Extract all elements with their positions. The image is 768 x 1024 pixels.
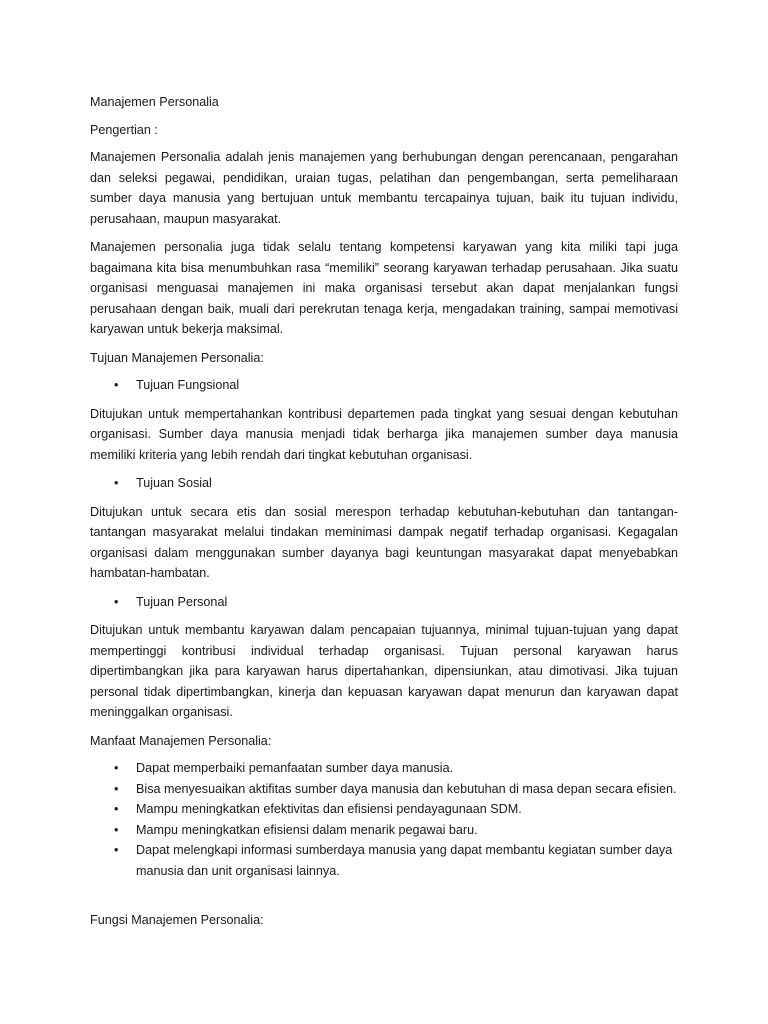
manfaat-heading: Manfaat Manajemen Personalia: [90, 733, 272, 748]
tujuan-fungsional-text: Ditujukan untuk mempertahankan kontribusi departemen pada tingkat yang sesuai dengan kebutuhan organisasi. Sumber daya manusia menjadi tidak berharga jika manajemen sumber daya manusia memiliki kriteria yang lebih rendah dari tingkat kebutuhan organisasi. [90, 406, 678, 462]
list-item [90, 592, 678, 613]
manfaat-item-text: Dapat melengkapi informasi sumberdaya manusia yang dapat membantu kegiatan sumber daya manusia dan unit organisasi lainnya. [136, 843, 673, 878]
manfaat-list [90, 758, 678, 881]
tujuan-personal-bullet [90, 592, 678, 613]
list-item [90, 758, 678, 779]
document-title: Manajemen Personalia [90, 95, 219, 109]
bullet-icon: • [114, 843, 119, 857]
manfaat-item-text: Mampu meningkatkan efektivitas dan efisiensi pendayagunaan SDM. [136, 802, 522, 816]
bullet-icon: • [114, 781, 119, 796]
tujuan-personal-label: Tujuan Personal [136, 594, 228, 609]
bullet-icon: • [114, 761, 119, 775]
bullet-icon: • [114, 594, 119, 609]
bullet-icon: • [114, 378, 119, 392]
pengertian-heading: Pengertian : [90, 122, 158, 137]
tujuan-sosial-text: Ditujukan untuk secara etis dan sosial merespon terhadap kebutuhan-kebutuhan dan tantangan-tantangan masyarakat melalui tindakan meminimasi dampak negatif terhadap organisasi. Kegagalan organisasi dalam menggunakan sumber dayanya bagi keuntungan masyarakat dapat menyebabkan hambatan-hambatan. [90, 504, 678, 580]
manfaat-item-text: Dapat memperbaiki pemanfaatan sumber daya manusia. [136, 761, 454, 775]
list-item [90, 375, 678, 396]
tujuan-fungsional-label: Tujuan Fungsional [136, 378, 240, 392]
fungsi-heading: Fungsi Manajemen Personalia: [90, 913, 264, 927]
list-item [90, 840, 678, 881]
tujuan-fungsional-bullet [90, 375, 678, 396]
bullet-icon: • [114, 476, 119, 490]
blank-line [90, 889, 678, 910]
tujuan-sosial-label: Tujuan Sosial [136, 476, 212, 490]
list-item [90, 473, 678, 494]
pengertian-paragraph-2: Manajemen personalia juga tidak selalu tentang kompetensi karyawan yang kita miliki tapi juga bagaimana kita bisa menumbuhkan rasa “memiliki” seorang karyawan terhadap perusahaan. Jika suatu organisasi menguasai manajemen ini maka organisasi tersebut akan dapat menjalankan fungsi perusahaan dengan baik, muali dari perekrutan tenaga kerja, mengadakan training, sampai memotivasi karyawan untuk bekerja maksimal. [90, 240, 678, 336]
bullet-icon: • [114, 802, 119, 816]
list-item [90, 779, 678, 800]
manfaat-item-text: Mampu meningkatkan efisiensi dalam menarik pegawai baru. [136, 822, 478, 837]
tujuan-sosial-bullet [90, 473, 678, 494]
document-page [90, 92, 678, 938]
list-item [90, 799, 678, 820]
tujuan-personal-text: Ditujukan untuk membantu karyawan dalam pencapaian tujuannya, minimal tujuan-tujuan yang dapat mempertinggi kontribusi individual terhadap organisasi. Tujuan personal karyawan harus dipertimbangkan jika para karyawan harus dipertahankan, dipensiunkan, atau dimotivasi. Jika tujuan personal tidak dipertimbangkan, kinerja dan kepuasan karyawan dapat menurun dan karyawan dapat meninggalkan organisasi. [90, 623, 678, 719]
manfaat-item-text: Bisa menyesuaikan aktifitas sumber daya manusia dan kebutuhan di masa depan secara efisien. [136, 781, 677, 796]
tujuan-heading: Tujuan Manajemen Personalia: [90, 350, 264, 365]
bullet-icon: • [114, 822, 119, 837]
pengertian-paragraph-1: Manajemen Personalia adalah jenis manajemen yang berhubungan dengan perencanaan, pengarahan dan seleksi pegawai, pendidikan, uraian tugas, pelatihan dan pengembangan, serta pemeliharaan sumber daya manusia yang bertujuan untuk membantu tercapainya tujuan, baik itu tujuan individu, perusahaan, maupun masyarakat. [90, 150, 678, 226]
list-item [90, 820, 678, 841]
